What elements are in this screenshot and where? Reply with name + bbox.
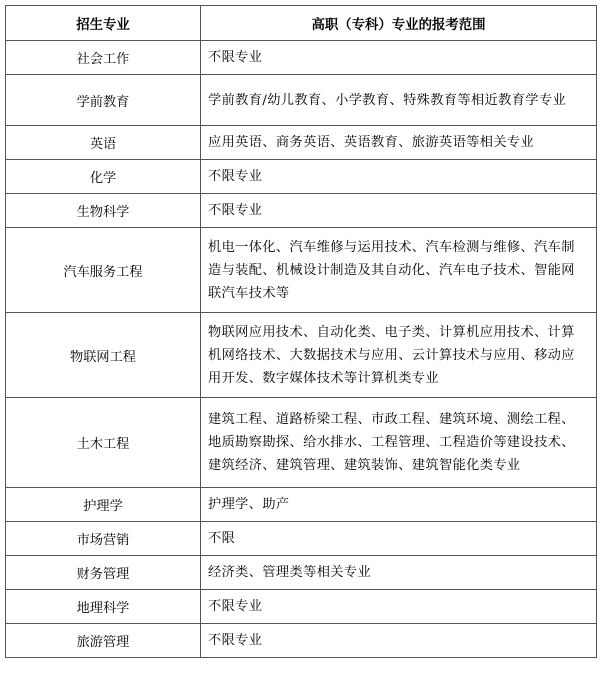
table-row [6, 398, 597, 488]
major-cell: 地理科学 [6, 590, 201, 624]
range-cell: 建筑工程、道路桥梁工程、市政工程、建筑环境、测绘工程、地质勘察勘探、给水排水、工程管理、工程造价等建设技术、建筑经济、建筑管理、建筑装饰、建筑智能化类专业 [201, 398, 597, 488]
table-row [6, 522, 597, 556]
table-row [6, 75, 597, 126]
range-cell: 机电一体化、汽车维修与运用技术、汽车检测与维修、汽车制造与装配、机械设计制造及其自动化、汽车电子技术、智能网联汽车技术等 [201, 228, 597, 313]
table-row [6, 160, 597, 194]
major-cell: 市场营销 [6, 522, 201, 556]
range-cell: 不限专业 [201, 41, 597, 75]
table-row [6, 556, 597, 590]
major-cell: 学前教育 [6, 75, 201, 126]
major-cell: 汽车服务工程 [6, 228, 201, 313]
range-cell: 不限专业 [201, 160, 597, 194]
table-header-row [6, 6, 597, 41]
major-cell: 财务管理 [6, 556, 201, 590]
header-major: 招生专业 [6, 6, 201, 41]
major-cell: 土木工程 [6, 398, 201, 488]
range-cell: 不限专业 [201, 194, 597, 228]
major-cell: 生物科学 [6, 194, 201, 228]
range-cell: 应用英语、商务英语、英语教育、旅游英语等相关专业 [201, 126, 597, 160]
range-cell: 物联网应用技术、自动化类、电子类、计算机应用技术、计算机网络技术、大数据技术与应用、云计算技术与应用、移动应用开发、数字媒体技术等计算机类专业 [201, 313, 597, 398]
range-cell: 经济类、管理类等相关专业 [201, 556, 597, 590]
range-cell: 不限专业 [201, 590, 597, 624]
major-cell: 化学 [6, 160, 201, 194]
table-row [6, 624, 597, 658]
table-row [6, 313, 597, 398]
table-row [6, 590, 597, 624]
table-row [6, 41, 597, 75]
major-cell: 社会工作 [6, 41, 201, 75]
header-range: 高职（专科）专业的报考范围 [201, 6, 597, 41]
table-row [6, 488, 597, 522]
major-cell: 旅游管理 [6, 624, 201, 658]
table-row [6, 126, 597, 160]
table-row [6, 194, 597, 228]
major-cell: 英语 [6, 126, 201, 160]
range-cell: 护理学、助产 [201, 488, 597, 522]
major-cell: 护理学 [6, 488, 201, 522]
range-cell: 学前教育/幼儿教育、小学教育、特殊教育等相近教育学专业 [201, 75, 597, 126]
range-cell: 不限专业 [201, 624, 597, 658]
major-cell: 物联网工程 [6, 313, 201, 398]
table-row [6, 228, 597, 313]
range-cell: 不限 [201, 522, 597, 556]
admission-range-table [5, 5, 597, 658]
